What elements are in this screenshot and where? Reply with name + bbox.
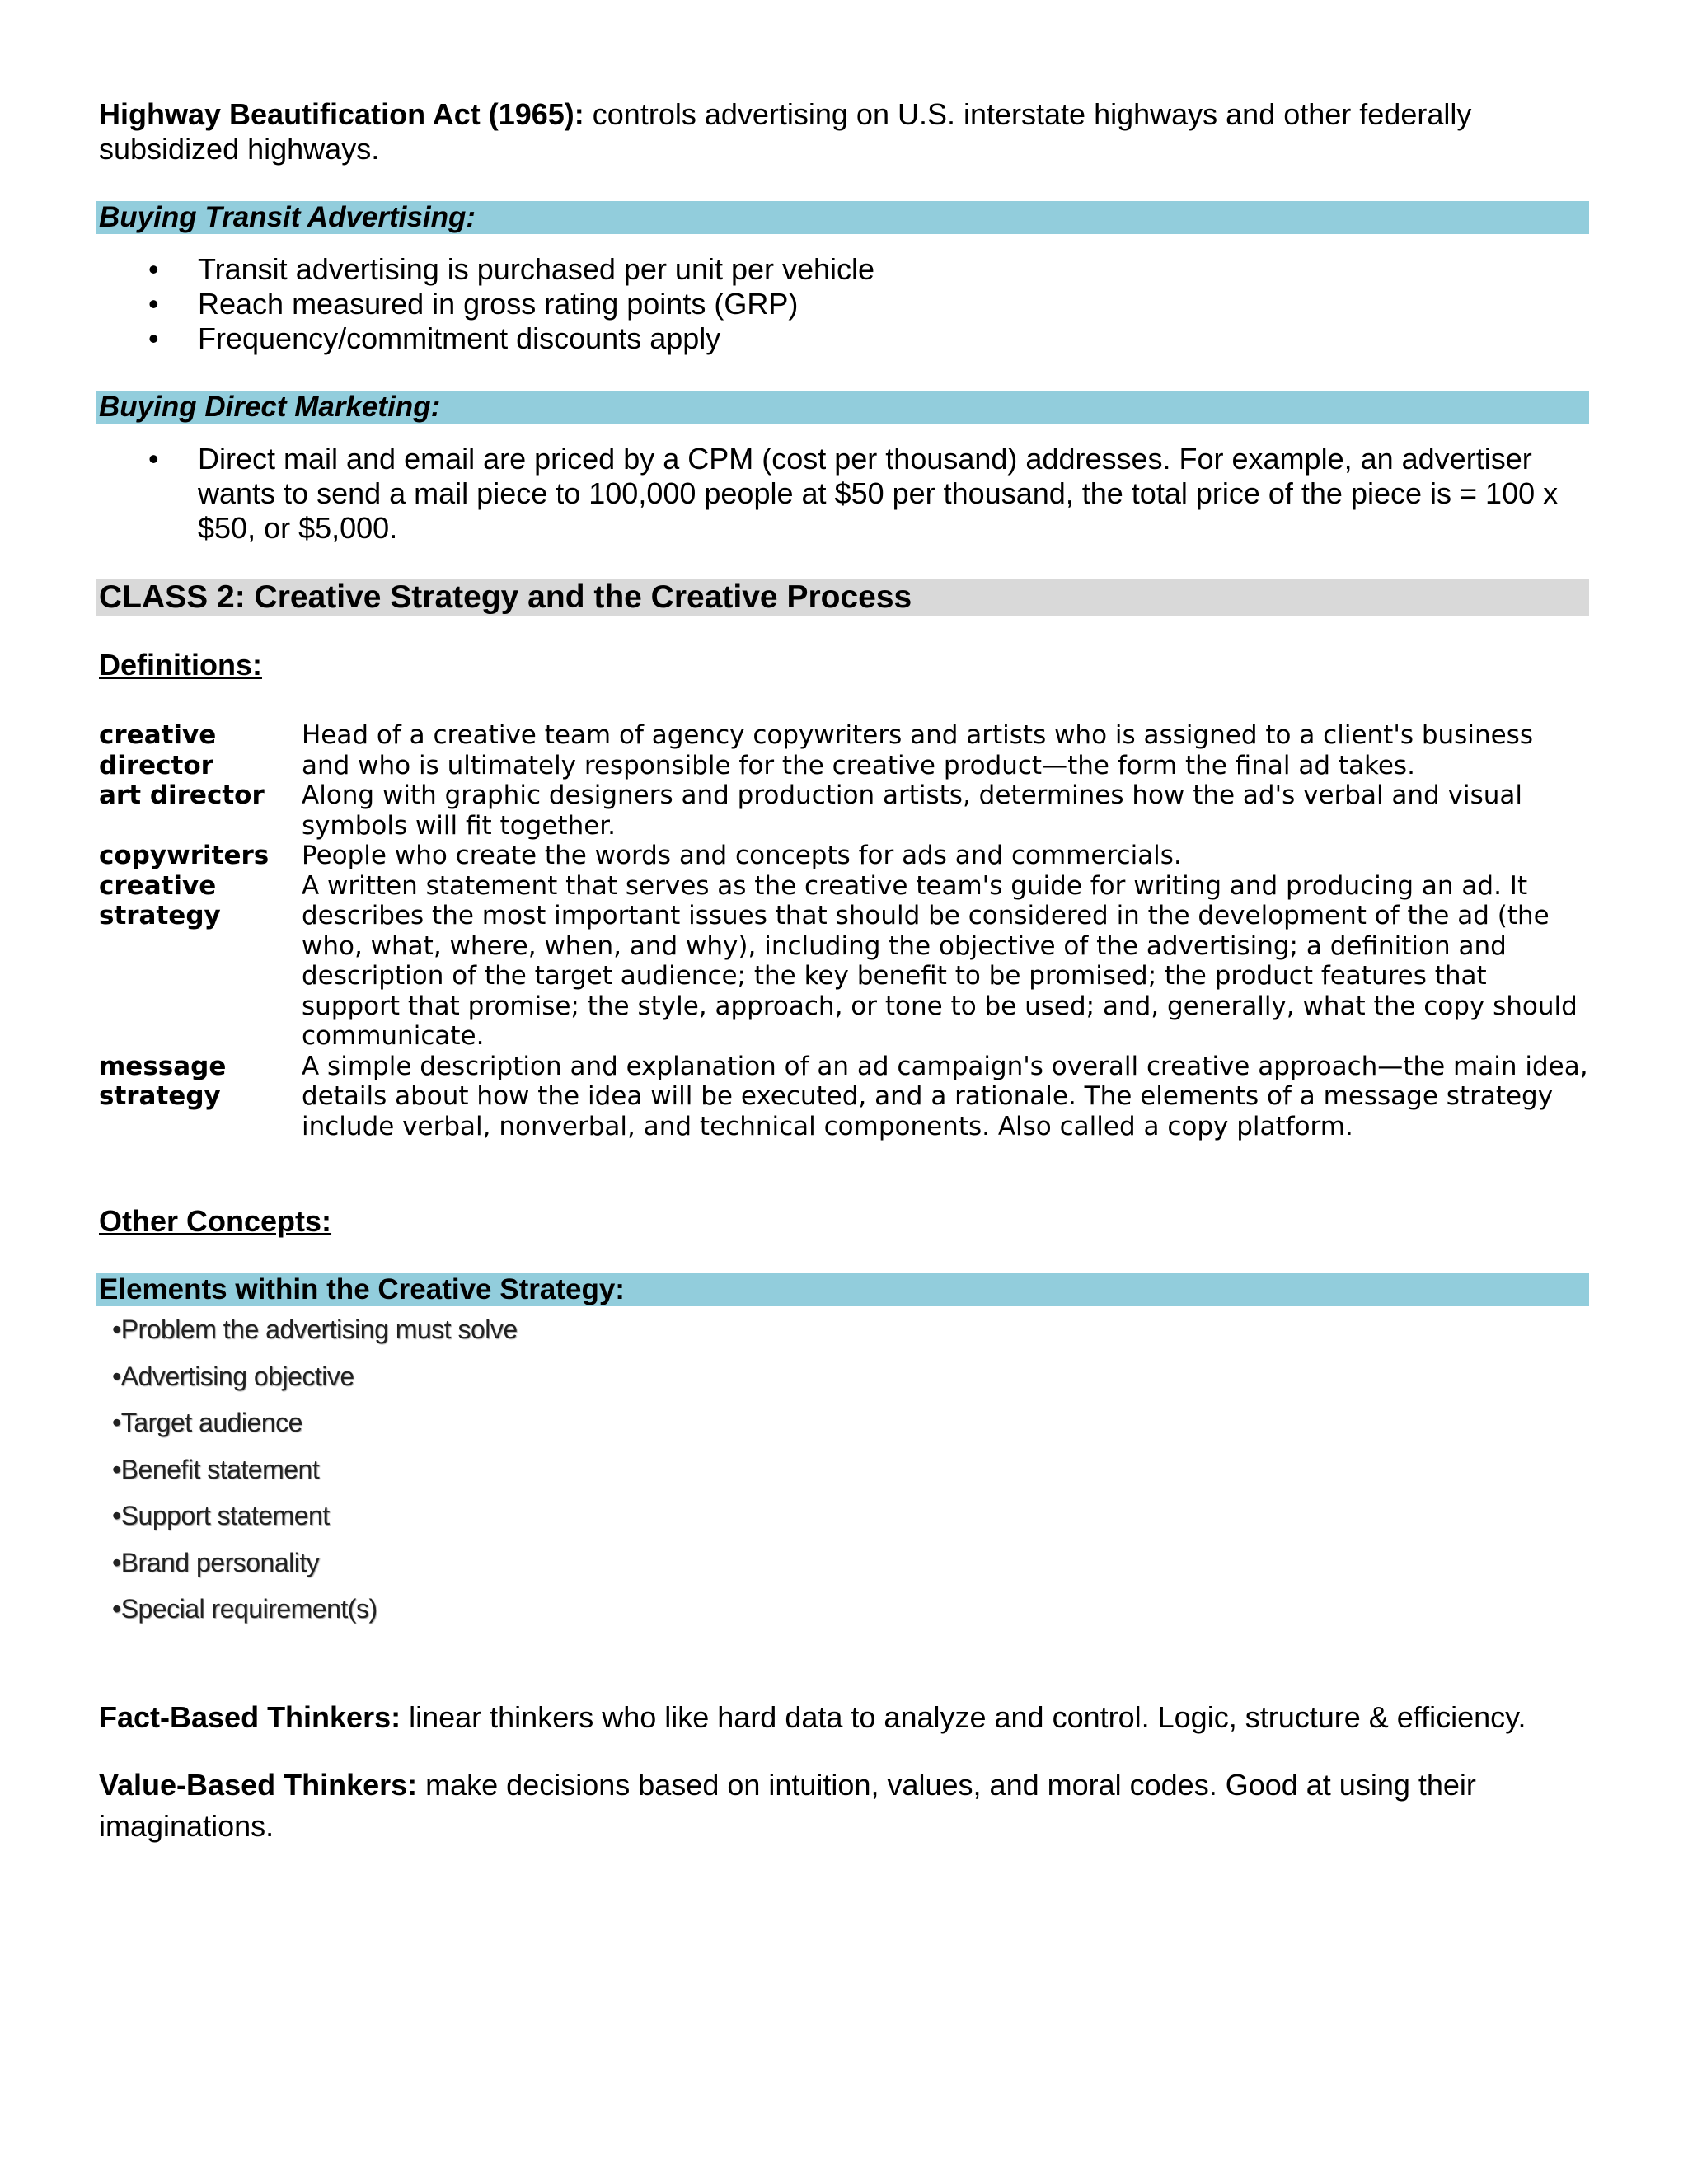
definition-row <box>99 1052 1589 1142</box>
definition-text: Along with graphic designers and production artists, determines how the ad's verbal and visual symbols will fit together. <box>302 780 1522 841</box>
document-page <box>99 97 1589 1847</box>
transit-bullet-list <box>99 252 1589 356</box>
definitions-heading: Definitions: <box>99 648 262 682</box>
highway-term: Highway Beautification Act (1965): <box>99 97 584 131</box>
fact-based-paragraph <box>99 1697 1589 1738</box>
definition-term: message strategy <box>99 1051 227 1111</box>
list-item: •Target audience <box>112 1408 302 1437</box>
value-based-paragraph <box>99 1765 1589 1847</box>
definition-term: copywriters <box>99 841 270 870</box>
fact-based-text: linear thinkers who like hard data to analyze and control. Logic, structure & efficiency. <box>401 1699 1526 1734</box>
bullet-icon: • <box>148 442 159 476</box>
definitions-table <box>99 720 1589 1141</box>
definition-text: A simple description and explanation of an ad campaign's overall creative approach—the main idea, details about how the idea will be executed, and a rationale. The elements of a message strategy include verbal, nonverbal, and technical components. Also called a copy platform. <box>302 1051 1588 1141</box>
other-concepts-heading: Other Concepts: <box>99 1204 332 1238</box>
definition-row <box>99 780 1589 841</box>
list-item: • Transit advertising is purchased per unit per vehicle <box>148 252 875 286</box>
definition-term: art director <box>99 780 265 810</box>
value-based-term: Value-Based Thinkers: <box>99 1767 418 1802</box>
definition-text: People who create the words and concepts for ads and commercials. <box>302 841 1182 870</box>
elements-list <box>99 1306 1589 1633</box>
fact-based-term: Fact-Based Thinkers: <box>99 1699 401 1734</box>
list-item: •Advertising objective <box>112 1361 354 1391</box>
highway-paragraph <box>99 97 1589 166</box>
definition-row <box>99 841 1589 871</box>
definition-term: creative director <box>99 720 217 780</box>
definition-text: Head of a creative team of agency copywriters and artists who is assigned to a client's business and who is ultimately responsible for the creative product—the form the final ad takes. <box>302 720 1533 780</box>
direct-bullet-list <box>99 442 1589 546</box>
definition-row <box>99 871 1589 1052</box>
list-item: • Frequency/commitment discounts apply <box>148 321 721 355</box>
definition-term: creative strategy <box>99 870 221 930</box>
definition-text: A written statement that serves as the creative team's guide for writing and producing an ad. It describes the most important issues that should be considered in the development of the ad (the who, what, where, when, and why), including the objective of the advertising; a definition and description of the target audience; the key benefit to be promised; the product features that support that promise; the style, approach, or tone to be used; and, generally, what the copy should communicate. <box>302 870 1578 1051</box>
bullet-icon: • <box>148 287 159 321</box>
list-item: • Direct mail and email are priced by a CPM (cost per thousand) addresses. For example, an advertiser wants to send a mail piece to 100,000 people at $50 per thousand, the total price of the piece is = 100 x $50, or $5,000. <box>148 442 1559 545</box>
elements-heading: Elements within the Creative Strategy: <box>96 1273 1589 1306</box>
list-item: •Problem the advertising must solve <box>112 1315 518 1344</box>
definition-row <box>99 720 1589 780</box>
transit-heading: Buying Transit Advertising: <box>96 201 1589 234</box>
list-item: •Support statement <box>112 1501 330 1530</box>
class-heading: CLASS 2: Creative Strategy and the Creative Process <box>96 579 1589 616</box>
bullet-icon: • <box>148 321 159 355</box>
bullet-icon: • <box>148 252 159 286</box>
direct-heading: Buying Direct Marketing: <box>96 391 1589 424</box>
list-item: •Benefit statement <box>112 1454 320 1484</box>
highway-text: controls advertising on U.S. interstate highways and other federally subsidized highways. <box>99 97 1472 166</box>
value-based-text: make decisions based on intuition, values, and moral codes. Good at using their imaginations. <box>99 1767 1476 1843</box>
list-item: •Brand personality <box>112 1547 320 1577</box>
list-item: •Special requirement(s) <box>112 1594 377 1624</box>
list-item: • Reach measured in gross rating points (GRP) <box>148 287 799 321</box>
